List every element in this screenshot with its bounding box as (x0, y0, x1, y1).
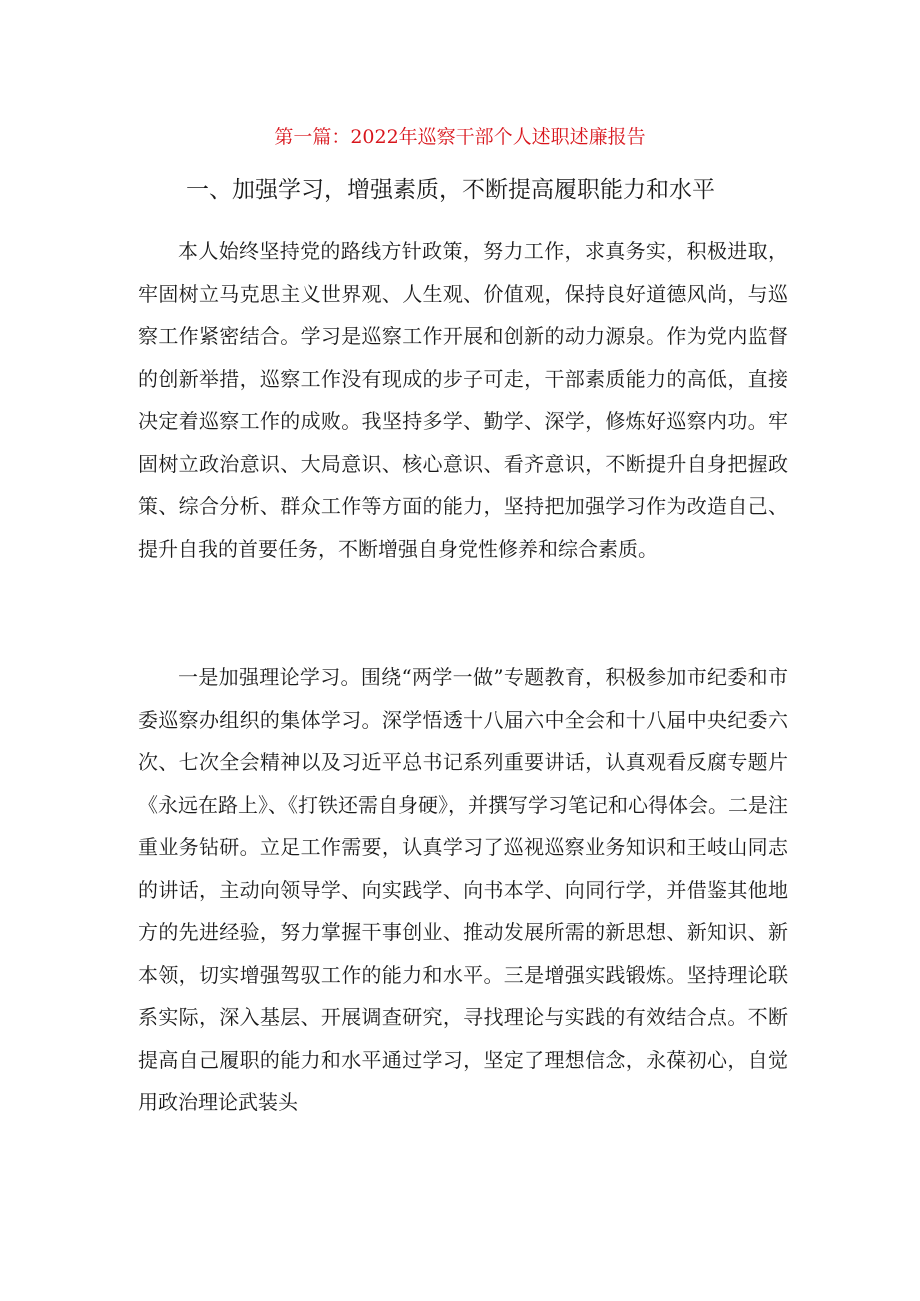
section-heading: 一、加强学习，增强素质，不断提高履职能力和水平 (186, 177, 715, 203)
body-paragraph-2: 一是加强理论学习。围绕“两学一做”专题教育，积极参加市纪委和市委巡察办组织的集体学习。深学悟透十八届六中全会和十八届中央纪委六次、七次全会精神以及习近平总书记系列重要讲话，认真观看反腐专题片《永远在路上》、《打铁还需自身硬》，并撰写学习笔记和心得体会。二是注重业务钻研。立足工作需要，认真学习了巡视巡察业务知识和王岐山同志的讲话，主动向领导学、向实践学、向书本学、向同行学，并借鉴其他地方的先进经验，努力掌握干事创业、推动发展所需的新思想、新知识、新本领，切实增强驾驭工作的能力和水平。三是增强实践锻炼。坚持理论联系实际，深入基层、开展调查研究，寻找理论与实践的有效结合点。不断提高自己履职的能力和水平通过学习，坚定了理想信念，永葆初心，自觉用政治理论武装头 (138, 665, 788, 1114)
document-title: 第一篇：2022年巡察干部个人述职述廉报告 (274, 126, 646, 148)
body-paragraph-1: 本人始终坚持党的路线方针政策，努力工作，求真务实，积极进取，牢固树立马克思主义世界观、人生观、价值观，保持良好道德风尚，与巡察工作紧密结合。学习是巡察工作开展和创新的动力源泉。作为党内监督的创新举措，巡察工作没有现成的步子可走，干部素质能力的高低，直接决定着巡察工作的成败。我坚持多学、勤学、深学，修炼好巡察内功。牢固树立政治意识、大局意识、核心意识、看齐意识，不断提升自身把握政策、综合分析、群众工作等方面的能力，坚持把加强学习作为改造自己、提升自我的首要任务，不断增强自身党性修养和综合素质。 (138, 239, 788, 561)
